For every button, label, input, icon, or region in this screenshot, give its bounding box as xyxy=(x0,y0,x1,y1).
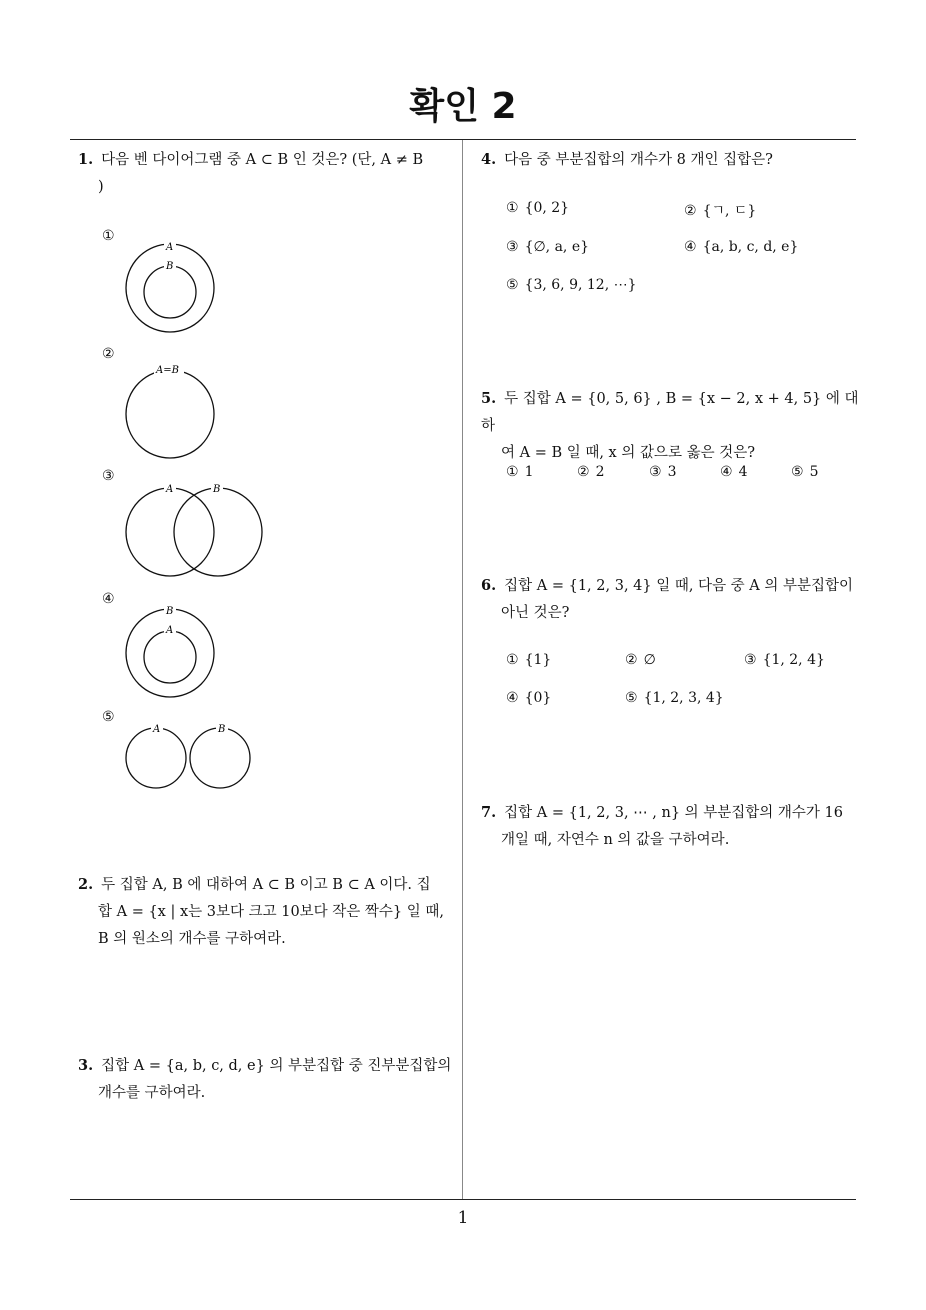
question-number: 5. xyxy=(481,390,497,407)
question-text: 집합 A = {1, 2, 3, 4} 일 때, 다음 중 A 의 부분집합이 xyxy=(504,578,854,594)
question-text-cont: ) xyxy=(98,179,104,195)
question-text-cont: 개수를 구하여라. xyxy=(98,1085,206,1101)
venn-diagram-3 xyxy=(120,482,270,582)
q6-option-3[interactable]: ③ {1, 2, 4} xyxy=(744,652,825,668)
question-text-cont: B 의 원소의 개수를 구하여라. xyxy=(98,931,286,947)
question-number: 3. xyxy=(78,1057,94,1074)
question-3 xyxy=(78,1052,458,1107)
q6-option-1[interactable]: ① {1} xyxy=(506,652,552,668)
question-text-cont: 개일 때, 자연수 n 의 값을 구하여라. xyxy=(501,832,730,848)
venn-label-outer: B xyxy=(166,606,174,617)
venn-label-equal: A=B xyxy=(156,365,179,376)
question-1 xyxy=(78,146,458,201)
venn-diagram-2 xyxy=(120,362,224,462)
question-text: 다음 중 부분집합의 개수가 8 개인 집합은? xyxy=(504,152,773,168)
question-6 xyxy=(481,572,861,627)
column-divider xyxy=(462,140,463,1200)
bottom-rule xyxy=(70,1199,856,1200)
question-text: 두 집합 A, B 에 대하여 A ⊂ B 이고 B ⊂ A 이다. 집 xyxy=(101,877,431,893)
question-number: 6. xyxy=(481,577,497,594)
question-text-cont: 아닌 것은? xyxy=(501,605,570,621)
venn-label-right: B xyxy=(213,484,221,495)
question-number: 4. xyxy=(481,151,497,168)
q5-option-4[interactable]: ④ 4 xyxy=(720,464,748,480)
q1-option-mark-1[interactable]: ① xyxy=(102,228,115,244)
venn-diagram-4 xyxy=(120,603,224,703)
question-text: 다음 벤 다이어그램 중 A ⊂ B 인 것은? (단, A ≠ B xyxy=(101,152,424,168)
question-number: 1. xyxy=(78,151,94,168)
question-number: 7. xyxy=(481,804,497,821)
question-text: 두 집합 A = {0, 5, 6} , B = {x − 2, x + 4, 5} 에 대하 xyxy=(481,391,859,434)
q1-option-mark-5[interactable]: ⑤ xyxy=(102,709,115,725)
question-2 xyxy=(78,871,458,953)
page-number: 1 xyxy=(457,1208,469,1228)
q4-option-4[interactable]: ④ {a, b, c, d, e} xyxy=(684,239,799,255)
q6-option-5[interactable]: ⑤ {1, 2, 3, 4} xyxy=(625,690,724,706)
q4-option-1[interactable]: ① {0, 2} xyxy=(506,200,570,216)
q6-option-4[interactable]: ④ {0} xyxy=(506,690,552,706)
q5-option-3[interactable]: ③ 3 xyxy=(649,464,677,480)
q4-option-5[interactable]: ⑤ {3, 6, 9, 12, ⋯} xyxy=(506,277,637,293)
q1-option-mark-3[interactable]: ③ xyxy=(102,468,115,484)
q4-option-3[interactable]: ③ {∅, a, e} xyxy=(506,239,590,255)
question-number: 2. xyxy=(78,876,94,893)
q5-option-2[interactable]: ② 2 xyxy=(577,464,605,480)
question-text-cont: 여 A = B 일 때, x 의 값으로 옳은 것은? xyxy=(501,445,756,461)
question-text: 집합 A = {1, 2, 3, ⋯ , n} 의 부분집합의 개수가 16 xyxy=(504,805,843,821)
venn-label-left: A xyxy=(153,724,161,735)
question-text: 집합 A = {a, b, c, d, e} 의 부분집합 중 진부분집합의 xyxy=(101,1058,452,1074)
q1-option-mark-2[interactable]: ② xyxy=(102,346,115,362)
venn-label-inner: A xyxy=(166,625,174,636)
q6-option-2[interactable]: ② ∅ xyxy=(625,652,656,668)
question-5 xyxy=(481,385,861,467)
question-7 xyxy=(481,799,861,854)
question-text-cont: 합 A = {x | x는 3보다 크고 10보다 작은 짝수} 일 때, xyxy=(98,904,445,920)
venn-label-left: A xyxy=(166,484,174,495)
q5-option-5[interactable]: ⑤ 5 xyxy=(791,464,819,480)
top-rule xyxy=(70,139,856,140)
question-4 xyxy=(481,146,861,174)
venn-label-right: B xyxy=(218,724,226,735)
page-title: 확인 2 xyxy=(409,86,517,127)
q4-option-2[interactable]: ② {ㄱ, ㄷ} xyxy=(684,203,757,219)
venn-label-inner: B xyxy=(166,261,174,272)
venn-diagram-5 xyxy=(120,724,260,794)
q1-option-mark-4[interactable]: ④ xyxy=(102,591,115,607)
venn-diagram-1 xyxy=(120,238,224,338)
venn-label-outer: A xyxy=(166,242,174,253)
q5-option-1[interactable]: ① 1 xyxy=(506,464,534,480)
